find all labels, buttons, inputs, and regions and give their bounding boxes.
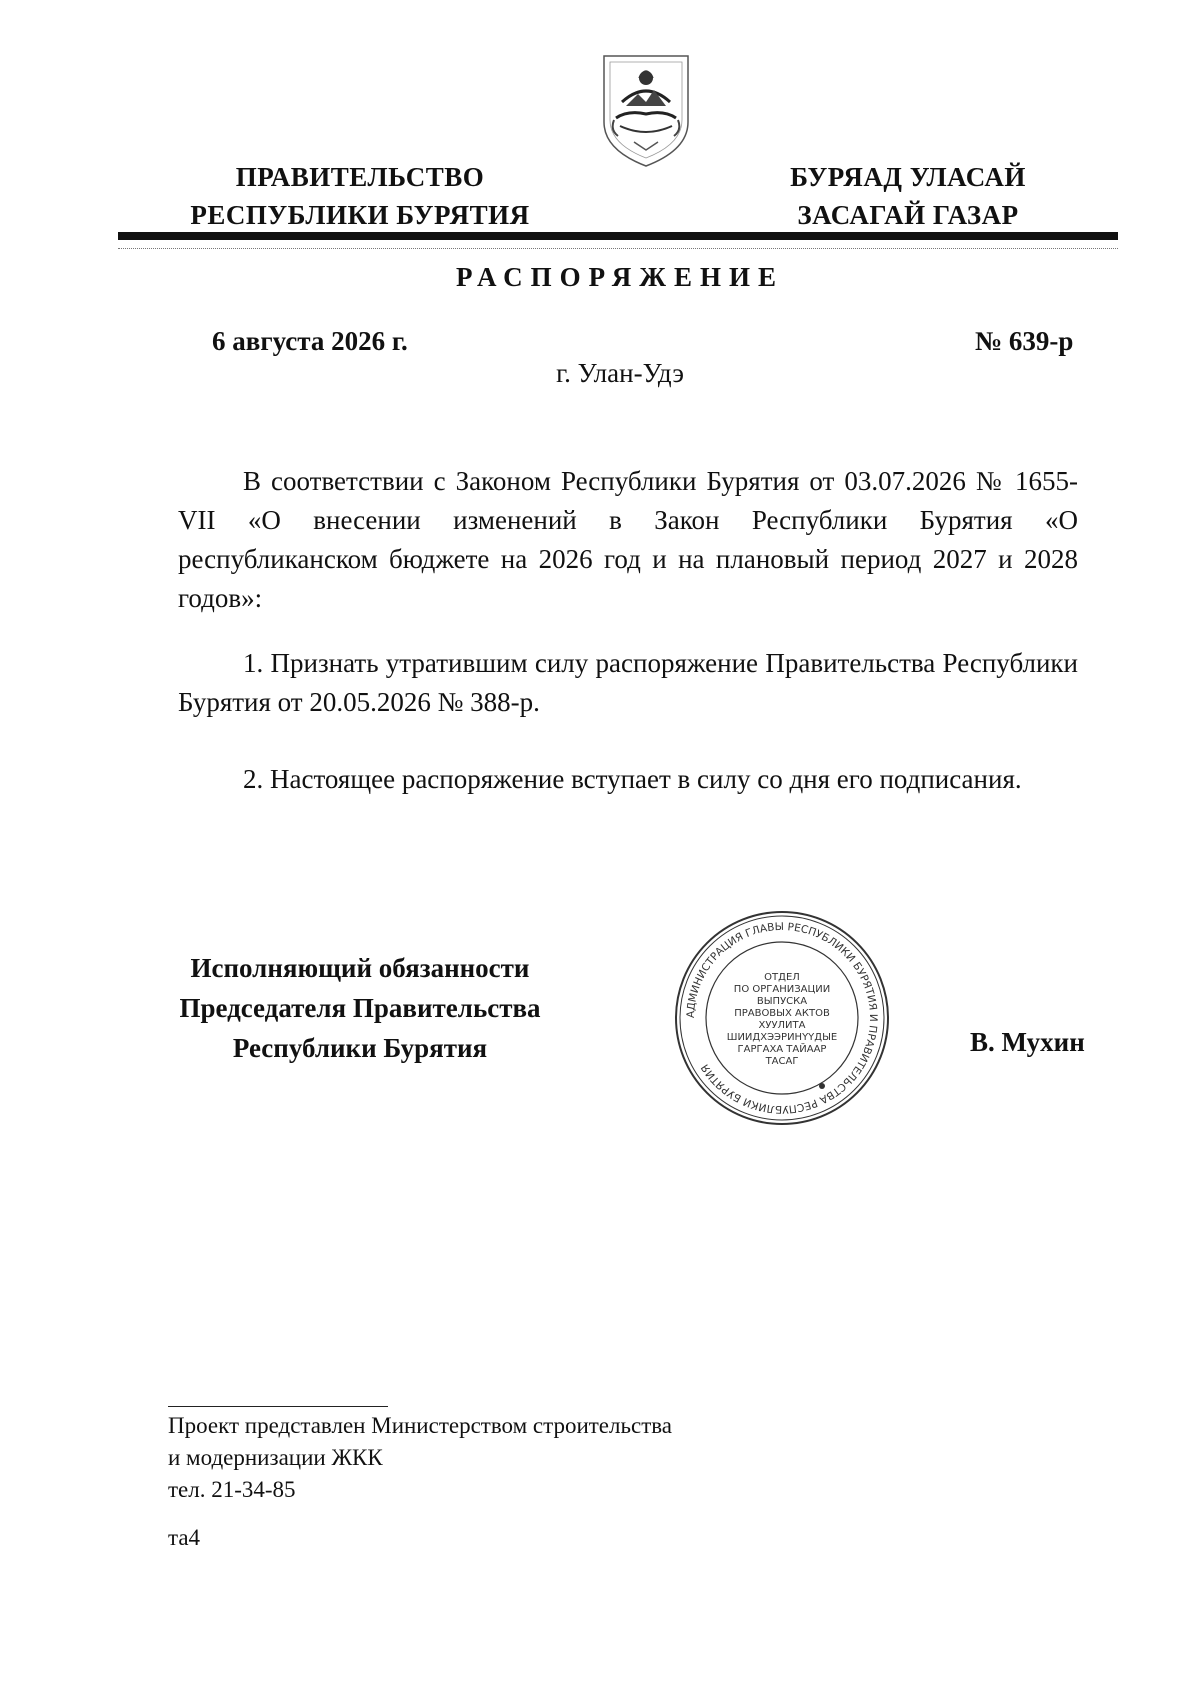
header-right-line2: ЗАСАГАЙ ГАЗАР: [797, 200, 1019, 230]
footer-line1: Проект представлен Министерством строительства: [168, 1413, 673, 1438]
seal-center-line: ШИИДХЭЭРИНҮҮДЫЕ: [726, 1032, 838, 1043]
document-number: № 639-р: [975, 326, 1074, 356]
header-divider-thick: [118, 232, 1118, 240]
header-divider-thin: [118, 248, 1118, 249]
document-code: та4: [168, 1525, 201, 1550]
signatory-position-line2: Председателя Правительства: [179, 993, 541, 1023]
header-right-line1: БУРЯАД УЛАСАЙ: [790, 162, 1026, 192]
seal-center-line: ВЫПУСКА: [756, 996, 808, 1007]
footer-note: [168, 1410, 672, 1506]
footer-line2: и модернизации ЖКК: [168, 1445, 383, 1470]
document-date: 6 августа 2026 г.: [212, 326, 408, 356]
seal-center-line: ПРАВОВЫХ АКТОВ: [734, 1008, 830, 1019]
seal-center-line: ГАРГАХА ТАЙААР: [737, 1044, 827, 1055]
signatory-position-line1: Исполняющий обязанности: [190, 953, 530, 983]
item-1-paragraph: 1. Признать утратившим силу распоряжение Правительства Республики Бурятия от 20.05.2026 № 388-р.: [178, 648, 1078, 717]
intro-paragraph: В соответствии с Законом Республики Бурятия от 03.07.2026 № 1655-VII «О внесении изменений в Закон Республики Бурятия «О республиканском бюджете на 2026 год и на плановый период 2027 и 2028 годов»:: [178, 466, 1078, 613]
seal-center-line: ОТДЕЛ: [764, 972, 800, 983]
seal-center-line: ПО ОРГАНИЗАЦИИ: [733, 984, 831, 995]
seal-ring-text: АДМИНИСТРАЦИЯ ГЛАВЫ РЕСПУБЛИКИ БУРЯТИЯ И ПРАВИТЕЛЬСТВА РЕСПУБЛИКИ БУРЯТИЯ: [684, 920, 880, 1116]
footer-divider: [168, 1406, 388, 1407]
header-left: [170, 158, 550, 234]
official-seal-icon: [672, 908, 892, 1128]
coat-of-arms-icon: [598, 50, 694, 170]
header-left-line1: ПРАВИТЕЛЬСТВО: [235, 162, 485, 192]
signatory-position-line3: Республики Бурятия: [232, 1033, 488, 1063]
header-left-line2: РЕСПУБЛИКИ БУРЯТИЯ: [190, 200, 530, 230]
document-city: г. Улан-Удэ: [556, 358, 684, 388]
signatory-position: [160, 948, 560, 1068]
seal-center-line: ТАСАГ: [765, 1056, 799, 1067]
header-right: [748, 158, 1068, 234]
signatory-name: В. Мухин: [970, 1027, 1085, 1057]
item-2-paragraph: 2. Настоящее распоряжение вступает в силу со дня его подписания.: [243, 764, 1022, 794]
seal-center-line: ХУУЛИТА: [758, 1020, 806, 1031]
document-title: РАСПОРЯЖЕНИЕ: [455, 262, 785, 292]
footer-line3: тел. 21-34-85: [168, 1477, 296, 1502]
